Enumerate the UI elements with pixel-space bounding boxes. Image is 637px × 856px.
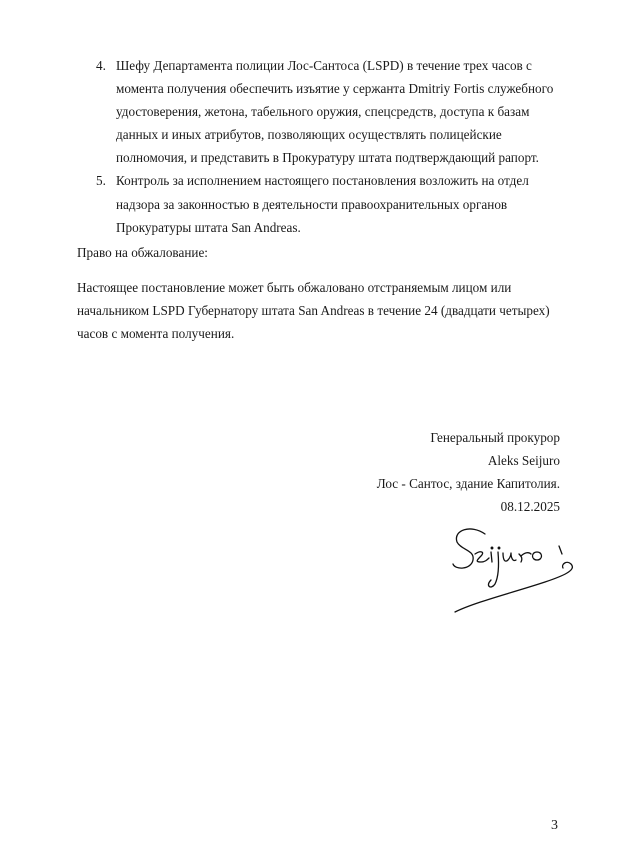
appeal-heading: Право на обжалование:: [77, 245, 208, 260]
list-item-text: Шефу Департамента полиции Лос-Сантоса (LSPD) в течение трех часов с момента получения обеспечить изъятие у сержанта Dmitriy Fortis служебного удостоверения, жетона, табельного оружия, спецсредств, доступа к базам данных и иных атрибутов, позволяющих осуществлять полицейские полномочия, и представить в Прокуратуру штата подтверждающий рапорт.: [116, 58, 554, 166]
list-item: [96, 54, 566, 169]
appeal-text: Настоящее постановление может быть обжаловано отстраняемым лицом или начальником LSPD Губернатору штата San Andreas в течение 24 (двадцати четырех) часов с момента получения.: [77, 280, 550, 342]
list-item-text: Контроль за исполнением настоящего постановления возложить на отдел надзора за законностью в деятельности правоохранительных органов Прокуратуры штата San Andreas.: [116, 173, 529, 235]
signatory-title: Генеральный прокурор: [430, 430, 560, 445]
signatory-location: Лос - Сантос, здание Капитолия.: [376, 476, 560, 492]
list-item-number: 4.: [96, 58, 106, 73]
list-item: [96, 169, 566, 238]
handwritten-signature: [445, 520, 585, 620]
signatory-name: Aleks Seijuro: [487, 453, 560, 469]
signatory-block: [377, 426, 560, 518]
signatory-date: 08.12.2025: [500, 499, 560, 515]
resolution-list: [96, 54, 566, 239]
list-item-number: 5.: [96, 173, 106, 189]
page-number: 3: [551, 818, 558, 833]
